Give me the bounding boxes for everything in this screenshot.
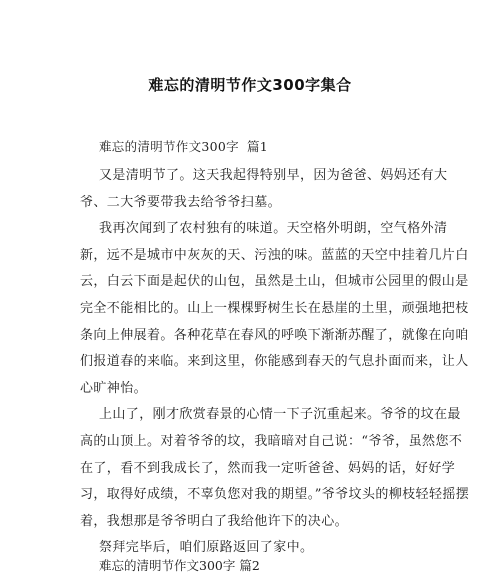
text-line: 爷、二大爷要带我去给爷爷扫墓。 bbox=[80, 194, 282, 210]
text-line: 在了，看不到我成长了，然而我一定听爸爸、妈妈的话，好好学 bbox=[80, 460, 456, 476]
text-line: 着，我想那是爷爷明白了我给他许下的决心。 bbox=[80, 513, 349, 529]
text-line: 条向上伸展着。各种花草在春风的呼唤下渐渐苏醒了，就像在向咱 bbox=[80, 327, 469, 343]
article-number: 篇1 bbox=[246, 139, 269, 154]
next-article-heading: 难忘的清明节作文300字 篇2 bbox=[99, 558, 260, 573]
paragraph bbox=[80, 163, 448, 216]
text-line: 上山了，刚才欣赏春景的心情一下子沉重起来。爷爷的坟在最 bbox=[99, 407, 461, 423]
text-line: 高的山顶上。对着爷爷的坟，我暗暗对自己说：“爷爷，虽然您不 bbox=[80, 433, 463, 449]
paragraph bbox=[80, 216, 469, 402]
text-line: 祭拜完毕后，咱们原路返回了家中。 bbox=[99, 540, 314, 556]
text-line: 云，白云下面是起伏的山包，虽然是土山，但城市公园里的假山是 bbox=[80, 274, 469, 290]
text-line: 又是清明节了。这天我起得特别早，因为爸爸、妈妈还有大 bbox=[99, 168, 448, 183]
paragraph bbox=[80, 402, 470, 535]
text-line: 我再次闻到了农村独有的味道。天空格外明朗，空气格外清 bbox=[99, 221, 448, 237]
article-heading-title: 难忘的清明节作文300字 bbox=[99, 139, 239, 154]
text-line: 习，取得好成绩，不辜负您对我的期望。”爷爷坟头的柳枝轻轻摇摆 bbox=[80, 487, 470, 503]
document-title: 难忘的清明节作文300字集合 bbox=[148, 76, 352, 94]
article-heading bbox=[99, 137, 268, 155]
text-line: 完全不能相比的。山上一棵棵野树生长在悬崖的土里，顽强地把枝 bbox=[80, 300, 469, 316]
text-line: 新，远不是城市中灰灰的天、污浊的味。蓝蓝的天空中挂着几片白 bbox=[80, 247, 469, 263]
text-line: 们报道春的来临。来到这里，你能感到春天的气息扑面而来，让人 bbox=[80, 354, 469, 370]
article-body bbox=[80, 163, 470, 562]
text-line: 心旷神怡。 bbox=[80, 380, 148, 396]
